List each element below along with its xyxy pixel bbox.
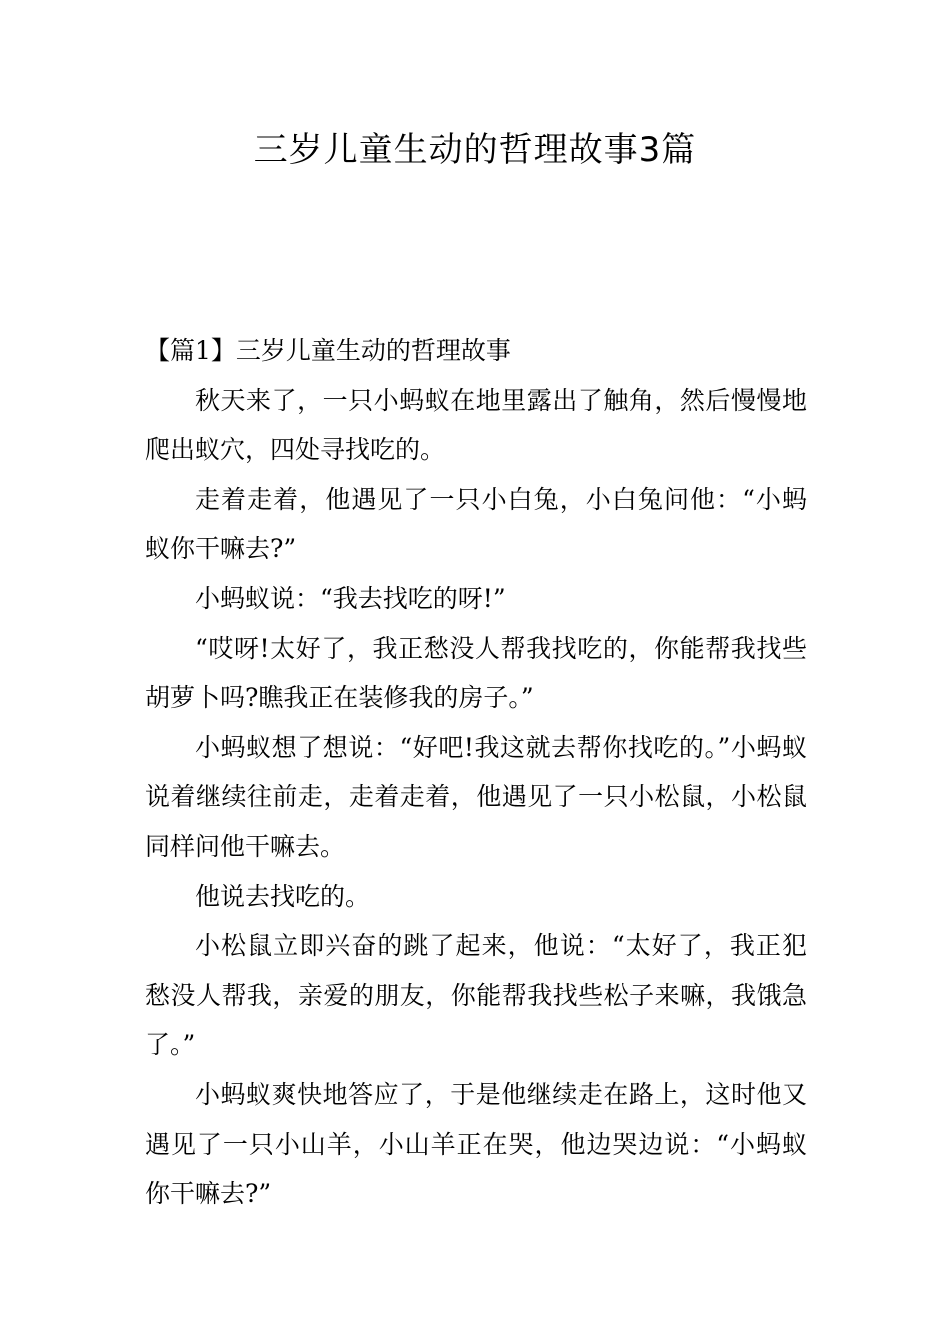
paragraph-6: 他说去找吃的。 <box>195 881 371 911</box>
paragraph-7: 小松鼠立即兴奋的跳了起来，他说：“太好了，我正犯愁没人帮我，亲爱的朋友，你能帮我找些松子来嘛，我饿急了。” <box>145 931 807 1060</box>
paragraph-4: “哎呀!太好了，我正愁没人帮我找吃的，你能帮我找些胡萝卜吗?瞧我正在装修我的房子。” <box>145 633 807 713</box>
paragraph-5: 小蚂蚁想了想说：“好吧!我这就去帮你找吃的。”小蚂蚁说着继续往前走，走着走着，他遇见了一只小松鼠，小松鼠同样问他干嘛去。 <box>145 732 807 861</box>
paragraph-1: 秋天来了，一只小蚂蚁在地里露出了触角，然后慢慢地爬出蚁穴，四处寻找吃的。 <box>145 385 807 465</box>
section-heading: 【篇1】三岁儿童生动的哲理故事 <box>145 336 511 365</box>
document-body <box>145 326 807 1219</box>
paragraph-2: 走着走着，他遇见了一只小白兔，小白兔问他：“小蚂蚁你干嘛去?” <box>145 484 807 564</box>
paragraph-3: 小蚂蚁说：“我去找吃的呀!” <box>195 583 506 613</box>
page-title: 三岁儿童生动的哲理故事3篇 <box>253 130 697 170</box>
paragraph-8: 小蚂蚁爽快地答应了，于是他继续走在路上，这时他又遇见了一只小山羊，小山羊正在哭，他边哭边说：“小蚂蚁你干嘛去?” <box>145 1079 807 1209</box>
